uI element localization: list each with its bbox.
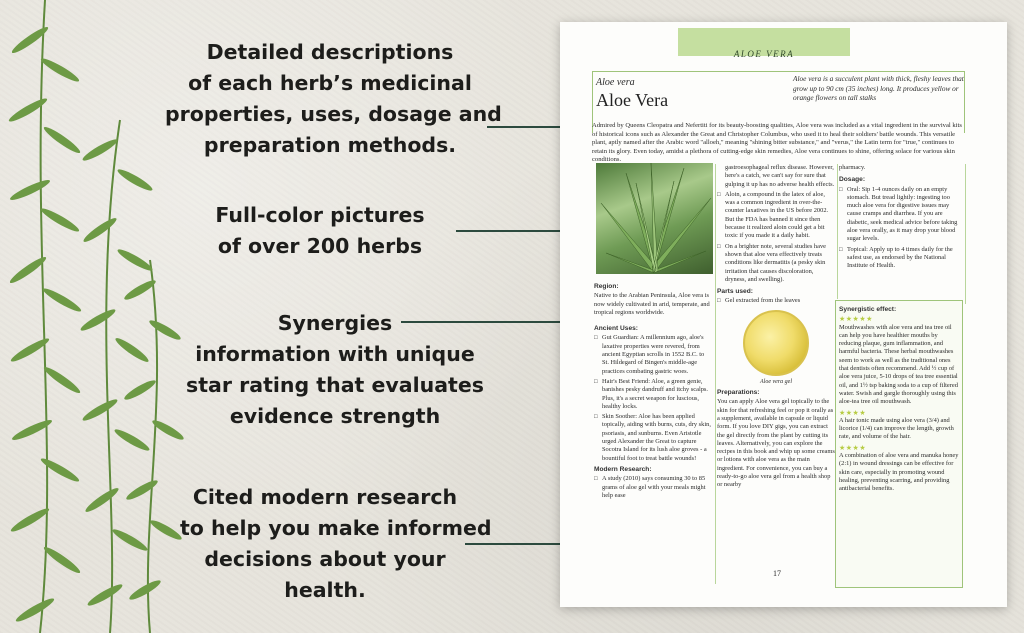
list-item: □ Topical: Apply up to 4 times daily for the safest use, as endorsed by the National Institute of Health. [839, 246, 959, 271]
feature-research [180, 482, 492, 606]
feature-descriptions [165, 37, 502, 161]
modern-research-heading: Modern Research: [594, 465, 652, 473]
herb-summary: Aloe vera is a succulent plant with thick, fleshy leaves that grow up to 90 cm (35 inches) long. It produces yellow or orange flowers on tall stalks [793, 74, 964, 102]
synergy-heading: Synergistic effect: [839, 306, 897, 313]
feature-pictures [195, 200, 445, 262]
feature-line: to help you make informed [180, 516, 492, 540]
list-item: □ Aloin, a compound in the latex of aloe, was a common ingredient in over-the-counter laxatives in the US before 2002. But the FDA has banned it since then because it realized aloin could get a bit toxic if you made it a daily habit. [717, 191, 835, 241]
continued-text: pharmacy. [839, 164, 866, 171]
synergy-text: A combination of aloe vera and manuka honey (2:1) in wound dressings can be effective for skin care, especially in promoting wound healing, preventing scarring, and providing antibacterial benefits. [839, 452, 959, 493]
column-right [839, 164, 959, 273]
star-rating: ★★★★ [839, 443, 867, 452]
research-text: gastroesophageal reflux disease. However, here's a catch, we can't say for sure that gulping it up has no adverse health effects. [725, 164, 835, 188]
feature-line: preparation methods. [203, 133, 457, 157]
feature-line: Cited modern research [192, 485, 458, 509]
list-item: □ Hair's Best Friend: Aloe, a green genie, banishes pesky dandruff and itchy scalps. Plus, it's a secret weapon for luscious, healthy locks. [594, 378, 712, 411]
page-number: 17 [773, 569, 781, 578]
star-rating: ★★★★ [839, 408, 867, 417]
column-divider [965, 164, 966, 304]
feature-line: Full-color pictures [215, 203, 425, 227]
page-header: ALOE VERA [678, 28, 850, 56]
book-page [560, 22, 1007, 607]
herb-intro: Admired by Queens Cleopatra and Nefertiti for its beauty-boosting qualities, Aloe vera was included as a vital ingredient in the survival kits of historical icons such as Alexander the Great and Christopher Columbus, who used it to heal their soldiers' battle wounds. This versatile plant, aptly named after the Arabic word "alloeh," meaning "shining bitter substance," and "verus," the Latin term for "true," continues to retain its glory. Even today, amidst a plethora of cutting-edge skin remedies, Aloe vera continues to shine, offering solace for various skin conditions. [592, 122, 962, 164]
title-frame [592, 71, 964, 72]
synergy-text: A hair tonic made using aloe vera (3/4) and licorice (1/4) can improve the length, growth rate, and volume of the hair. [839, 416, 954, 441]
feature-line: of each herb’s medicinal [188, 71, 472, 95]
feature-line: health. [284, 578, 366, 602]
dosage-heading: Dosage: [839, 176, 866, 184]
herb-title: Aloe Vera [596, 90, 669, 110]
synergy-text: Mouthwashes with aloe vera and tea tree oil can help you have healthier mouths by reducing plaque, gum inflammation, and harmful bacteria. These herbal mouthwashes seem to work as well as the traditional ones that dentists often recommend. Add ½ cup of aloe vera juice, 5-10 drops of tea tree essential oil, and 1½ tsp baking soda to a cup of filtered water. Swish and gargle thoroughly using this aloe-tea tree oil mouthwash. [839, 323, 958, 406]
preparations-text: You can apply Aloe vera gel topically to the skin for that refreshing feel or pop it orally as a supplement, available in capsule or liquid form. If you love DIY gigs, you can extract the gel directly from the plant by cutting its leaves. Alternatively, you can explore the recipes in this book and whip up some creams or lotions with aloe vera as the main ingredient. For convenience, you can buy a ready-to-go aloe vera gel from a health shop or nearby [717, 398, 835, 489]
feature-line: star rating that evaluates [186, 373, 484, 397]
feature-line: evidence strength [229, 404, 441, 428]
aloe-plant-image [596, 163, 713, 274]
parts-used-heading: Parts used: [717, 288, 753, 296]
feature-line: decisions about your [204, 547, 446, 571]
region-heading: Region: [594, 283, 619, 290]
list-item: □ Gel extracted from the leaves [717, 297, 835, 305]
latin-name: Aloe vera [596, 77, 635, 88]
list-item: □ On a brighter note, several studies have shown that aloe vera effectively treats conditions like dermatitis (a pesky skin irritation that causes discoloration, dryness, and swelling). [717, 243, 835, 284]
feature-line: of over 200 herbs [217, 234, 423, 258]
ancient-uses-heading: Ancient Uses: [594, 325, 638, 333]
column-middle [717, 164, 835, 492]
feature-line: Synergies [277, 311, 393, 335]
preparations-heading: Preparations: [717, 389, 760, 397]
column-divider [715, 164, 716, 584]
column-divider [837, 164, 838, 299]
feature-synergies [180, 308, 490, 432]
list-item: □ Skin Soother: Aloe has been applied topically, aiding with burns, cuts, dry skin, psoriasis, and sunburns. Even Aristotle urged Alexander the Great to capture Socotra Island for its lush aloe groves - a bountiful foot to treat battle wounds! [594, 413, 712, 463]
synergy-box [835, 300, 963, 588]
region-text: Native to the Arabian Peninsula, Aloe vera is now widely cultivated in arid, temperate, and tropical regions worldwide. [594, 292, 710, 316]
list-item: □ Oral: Sip 1-4 ounces daily on an empty stomach. But tread lightly: ingesting too much aloe vera for digestive issues may cause cramps and diarrhea. If you are diabetic, seek medical advice before taking aloe vera orally, as it may drop your blood sugar levels. [839, 186, 959, 244]
feature-line: information with unique [195, 342, 475, 366]
image-caption: Aloe vera gel [760, 378, 792, 385]
connector-line [456, 230, 574, 232]
feature-line: Detailed descriptions [206, 40, 454, 64]
list-item: □ A study (2010) says consuming 30 to 85 grams of aloe gel with your meals might help ease [594, 475, 712, 500]
list-item: □ Gut Guardian: A millennium ago, aloe's laxative properties were revered, from ancient Egyptian scrolls in 1552 B.C. to St. Hildegard of Bingen's middle-age practices combating gastric woes. [594, 334, 712, 375]
aloe-photo [596, 163, 713, 274]
column-left [594, 280, 712, 502]
star-rating: ★★★★★ [839, 315, 873, 324]
feature-line: properties, uses, dosage and [165, 102, 502, 126]
aloe-gel-image [743, 310, 809, 376]
